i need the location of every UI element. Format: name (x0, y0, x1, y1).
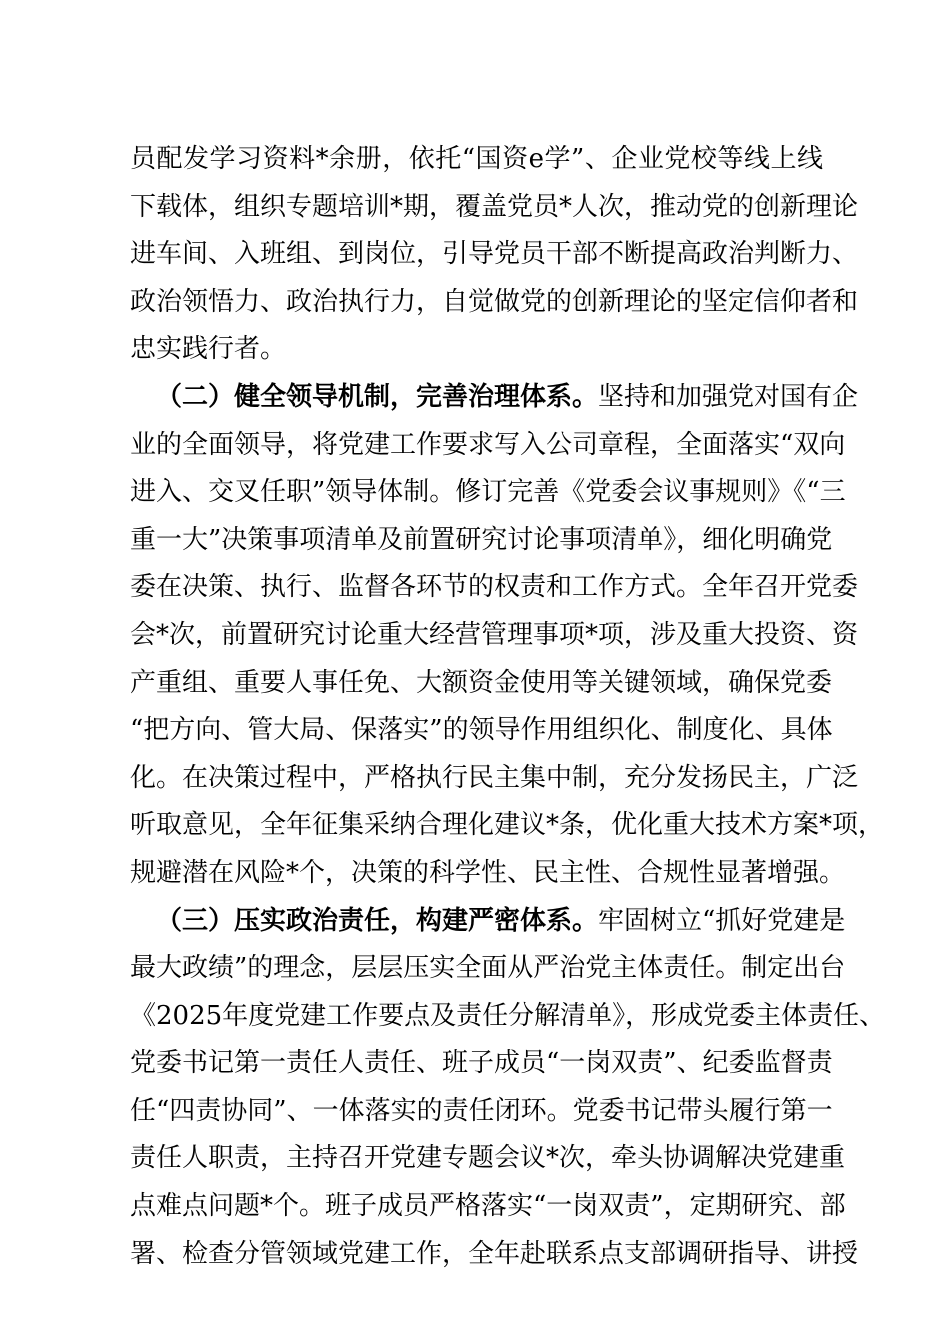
text-line: 点难点问题*个。班子成员严格落实“一岗双责”，定期研究、部 (130, 1191, 846, 1222)
text-line: 规避潜在风险*个，决策的科学性、民主性、合规性显著增强。 (130, 857, 846, 888)
section-heading: （三）压实政治责任，构建严密体系。 (156, 905, 599, 936)
text-line: 党委书记第一责任人责任、班子成员“一岗双责”、纪委监督责 (130, 1048, 833, 1079)
text-line: 听取意见，全年征集采纳合理化建议*条，优化重大技术方案*项， (130, 810, 885, 841)
document-body (130, 136, 886, 1278)
text-line: 下载体，组织专题培训*期，覆盖党员*人次，推动党的创新理论 (130, 191, 859, 222)
text-line: 化。在决策过程中，严格执行民主集中制，充分发扬民主，广泛 (130, 762, 859, 793)
text-line: 政治领悟力、政治执行力，自觉做党的创新理论的坚定信仰者和 (130, 286, 859, 317)
text-line: 业的全面领导，将党建工作要求写入公司章程，全面落实“双向 (130, 429, 846, 460)
text-line: 责任人职责，主持召开党建专题会议*次，牵头协调解决党建重 (130, 1143, 846, 1174)
text-line: 会*次，前置研究讨论重大经营管理事项*项，涉及重大投资、资 (130, 619, 859, 650)
paragraph-1 (130, 136, 859, 374)
text-line: 忠实践行者。 (130, 334, 287, 365)
text-line: 员配发学习资料*余册，依托“国资e学”、企业党校等线上线 (130, 144, 823, 174)
text-line: 进入、交叉任职”领导体制。修订完善《党委会议事规则》《“三 (130, 477, 846, 508)
text-line: 委在决策、执行、监督各环节的权责和工作方式。全年召开党委 (130, 572, 859, 603)
text-line: 署、检查分管领域党建工作，全年赴联系点支部调研指导、讲授 (130, 1238, 859, 1269)
text-line: 产重组、重要人事任免、大额资金使用等关键领域，确保党委 (130, 667, 833, 698)
paragraph-3 (130, 898, 886, 1279)
text-line: 重一大”决策事项清单及前置研究讨论事项清单》，细化明确党 (130, 524, 833, 555)
text-line: 进车间、入班组、到岗位，引导党员干部不断提高政治判断力、 (130, 239, 859, 270)
text-run: 牢固树立“抓好党建是 (598, 905, 846, 936)
text-line-first (130, 898, 846, 946)
text-line: 最大政绩”的理念，层层压实全面从严治党主体责任。制定出台 (130, 953, 846, 984)
section-heading: （二）健全领导机制，完善治理体系。 (156, 381, 599, 412)
text-line: “把方向、管大局、保落实”的领导作用组织化、制度化、具体 (130, 715, 833, 746)
paragraph-2 (130, 374, 885, 898)
text-run: 坚持和加强党对国有企 (598, 381, 859, 412)
text-line-first (130, 374, 859, 422)
text-line: 《2025年度党建工作要点及责任分解清单》，形成党委主体责任、 (130, 1000, 886, 1031)
text-line: 任“四责协同”、一体落实的责任闭环。党委书记带头履行第一 (130, 1095, 833, 1126)
